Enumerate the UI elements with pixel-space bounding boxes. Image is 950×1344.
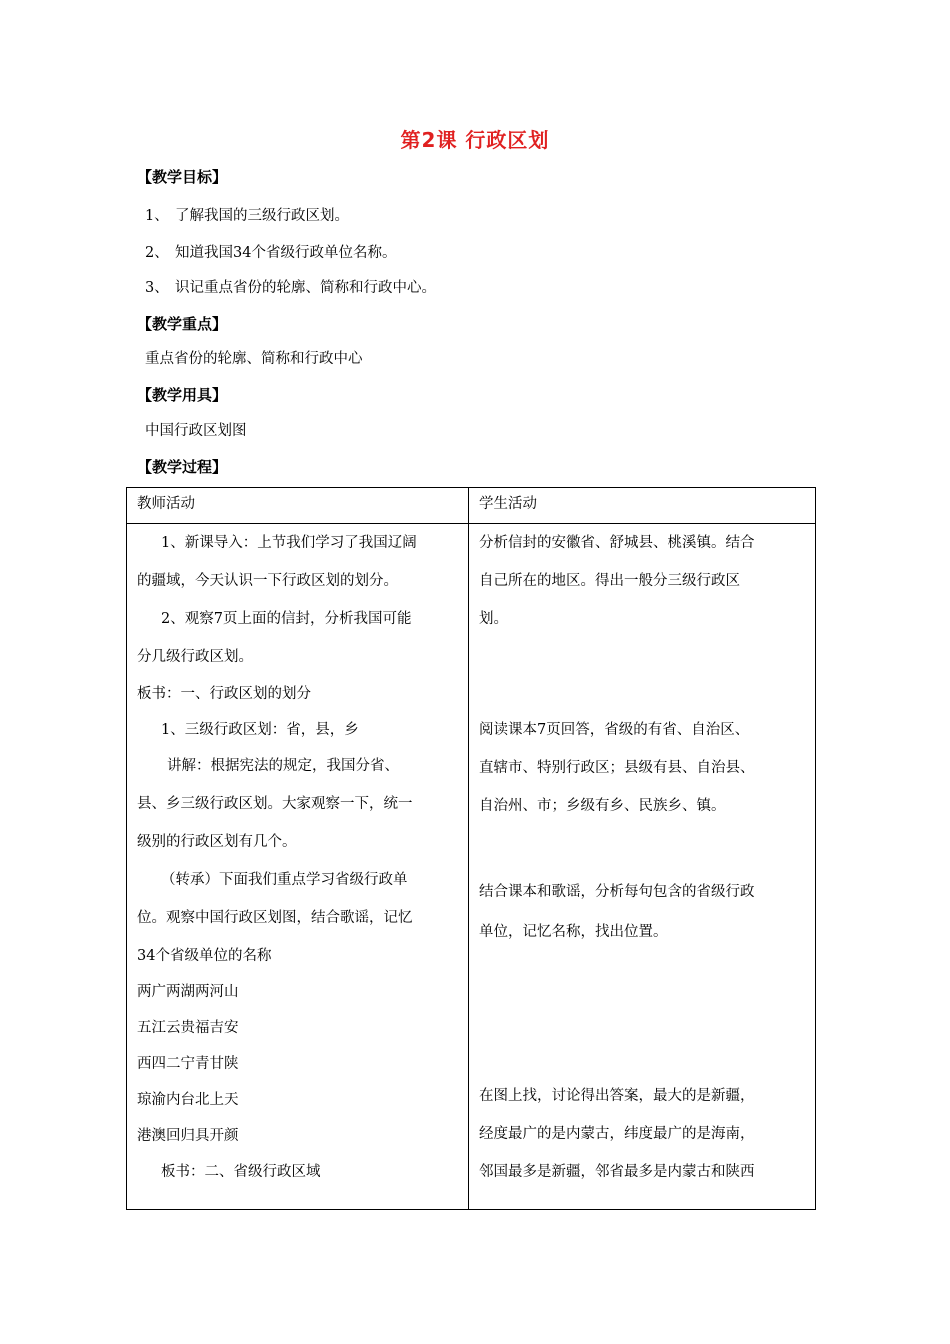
student-line: 在图上找，讨论得出答案，最大的是新疆， (479, 1088, 755, 1104)
teacher-line: 级别的行政区划有几个。 (137, 834, 297, 850)
teacher-line: 34个省级单位的名称 (137, 948, 272, 964)
key-points-heading: 【教学重点】 (137, 315, 228, 333)
header-teacher-cell (127, 488, 469, 524)
objectives-heading: 【教学目标】 (137, 168, 228, 186)
teacher-line: 县、乡三级行政区划。大家观察一下，统一 (137, 796, 413, 812)
teacher-line: 琼渝内台北上天 (137, 1092, 239, 1108)
teacher-line: （转承）下面我们重点学习省级行政单 (161, 872, 408, 888)
objective-item (145, 241, 396, 262)
objective-item (145, 276, 436, 297)
student-line: 经度最广的是内蒙古，纬度最广的是海南， (479, 1126, 755, 1142)
key-points-text: 重点省份的轮廓、简称和行政中心 (145, 351, 363, 367)
objective-text: 知道我国34个省级行政单位名称。 (175, 245, 397, 261)
tools-heading: 【教学用具】 (137, 386, 228, 404)
student-line: 直辖市、特别行政区；县级有县、自治县、 (479, 760, 755, 776)
process-table (126, 487, 816, 1210)
teacher-line: 板书：二、省级行政区域 (161, 1164, 321, 1180)
student-line: 邻国最多是新疆，邻省最多是内蒙古和陕西 (479, 1164, 755, 1180)
student-line: 自治州、市；乡级有乡、民族乡、镇。 (479, 798, 726, 814)
process-heading: 【教学过程】 (137, 458, 228, 476)
page-title: 第2课 行政区划 (400, 128, 550, 152)
student-line: 单位，记忆名称，找出位置。 (479, 924, 668, 940)
student-line: 划。 (479, 611, 508, 627)
objective-text: 识记重点省份的轮廓、简称和行政中心。 (175, 280, 436, 296)
objective-number: 3、 (145, 280, 169, 296)
header-teacher: 教师活动 (137, 496, 195, 512)
teacher-line: 位。观察中国行政区划图，结合歌谣，记忆 (137, 910, 413, 926)
teacher-line: 两广两湖两河山 (137, 984, 239, 1000)
table-header-row (127, 488, 816, 524)
teacher-line: 的疆域，今天认识一下行政区划的划分。 (137, 573, 398, 589)
student-activity-cell (469, 524, 816, 1210)
student-line: 结合课本和歌谣，分析每句包含的省级行政 (479, 884, 755, 900)
tools-text: 中国行政区划图 (145, 423, 247, 439)
teacher-line: 分几级行政区划。 (137, 649, 253, 665)
header-student-cell (469, 488, 816, 524)
teacher-line: 讲解：根据宪法的规定，我国分省、 (167, 758, 399, 774)
student-line: 自己所在的地区。得出一般分三级行政区 (479, 573, 740, 589)
objective-number: 2、 (145, 245, 169, 261)
objective-number: 1、 (145, 208, 169, 224)
header-student: 学生活动 (479, 496, 537, 512)
teacher-activity-cell (127, 524, 469, 1210)
student-line: 阅读课本7页回答，省级的有省、自治区、 (479, 722, 750, 738)
teacher-line: 板书：一、行政区划的划分 (137, 686, 311, 702)
objective-item (145, 204, 349, 225)
table-row (127, 524, 816, 1210)
objective-text: 了解我国的三级行政区划。 (175, 208, 349, 224)
teacher-line: 港澳回归具开颜 (137, 1128, 239, 1144)
student-line: 分析信封的安徽省、舒城县、桃溪镇。结合 (479, 535, 755, 551)
teacher-line: 1、新课导入：上节我们学习了我国辽阔 (161, 535, 417, 551)
teacher-line: 1、三级行政区划：省，县，乡 (161, 722, 359, 738)
teacher-line: 五江云贵福吉安 (137, 1020, 239, 1036)
teacher-line: 2、观察7页上面的信封，分析我国可能 (161, 611, 412, 627)
teacher-line: 西四二宁青甘陕 (137, 1056, 239, 1072)
